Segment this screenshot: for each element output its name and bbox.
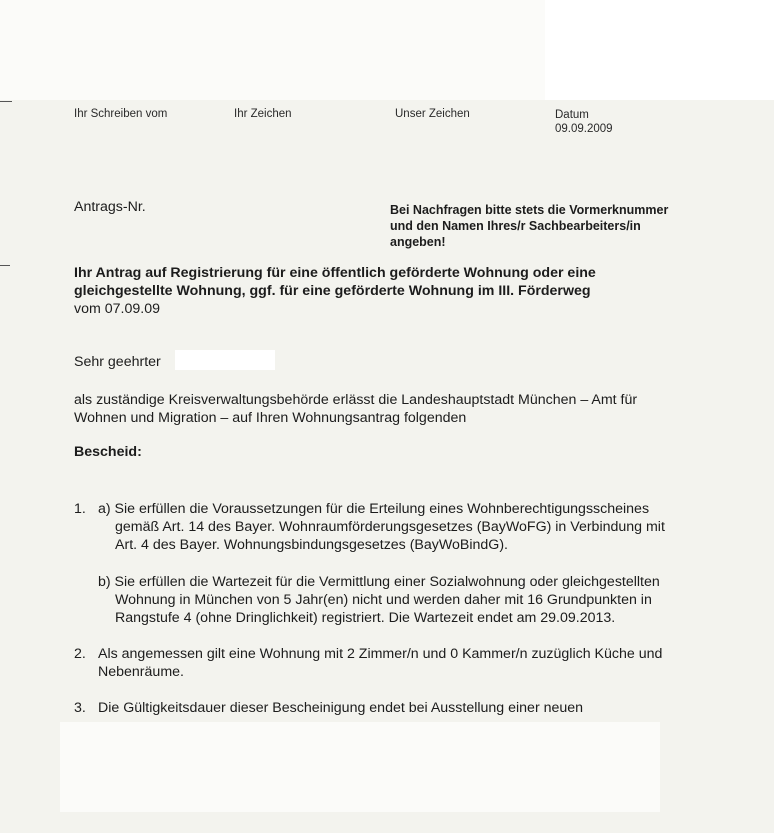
betreff-line-3: vom 07.09.09 — [74, 301, 160, 317]
hinweis-line-3: angeben! — [390, 235, 446, 249]
betreff — [74, 264, 596, 318]
item-1a-line-1: a) Sie erfüllen die Voraussetzungen für die Erteilung eines Wohnberechtigungsscheines — [98, 501, 650, 517]
fold-mark-mid — [0, 265, 10, 266]
unser-zeichen-label: Unser Zeichen — [395, 108, 470, 120]
ihr-zeichen-label: Ihr Zeichen — [234, 108, 292, 120]
redaction-top-left — [0, 0, 560, 100]
bescheid-heading: Bescheid: — [74, 444, 142, 460]
datum-label: Datum — [555, 109, 589, 121]
hinweis-line-1: Bei Nachfragen bitte stets die Vormerknummer — [390, 203, 669, 217]
fold-mark-top — [0, 101, 12, 102]
antrags-nr-label: Antrags-Nr. — [74, 199, 146, 215]
item-1a-line-2: gemäß Art. 14 des Bayer. Wohnraumförderungsgesetzes (BayWoFG) in Verbindung mit — [115, 519, 665, 535]
item-2-number: 2. — [74, 646, 86, 662]
item-3-number: 3. — [74, 700, 86, 716]
item-2-line-2: Nebenräume. — [98, 664, 184, 680]
hinweis-line-2: und den Namen Ihres/r Sachbearbeiters/in — [390, 219, 641, 233]
item-1b-line-3: Rangstufe 4 (ohne Dringlichkeit) registriert. Die Wartezeit endet am 29.09.2013. — [115, 610, 616, 626]
redaction-top-right — [545, 0, 774, 100]
salutation: Sehr geehrter — [74, 354, 161, 370]
intro-line-1: als zuständige Kreisverwaltungsbehörde erlässt die Landeshauptstadt München – Amt für — [74, 392, 638, 408]
hinweis-text — [390, 202, 668, 250]
item-2-line-1: Als angemessen gilt eine Wohnung mit 2 Zimmer/n und 0 Kammer/n zuzüglich Küche und — [98, 646, 663, 662]
intro-text — [74, 391, 637, 427]
item-1a-text — [98, 500, 665, 554]
item-1b-line-2: Wohnung in München von 5 Jahr(en) nicht und werden daher mit 16 Grundpunkten in — [115, 592, 652, 608]
datum-value: 09.09.2009 — [555, 123, 613, 135]
item-2-text — [98, 645, 662, 681]
redaction-name — [175, 350, 275, 370]
item-1b-line-1: b) Sie erfüllen die Wartezeit für die Vermittlung einer Sozialwohnung oder gleichgestellten — [98, 574, 660, 590]
betreff-line-1: Ihr Antrag auf Registrierung für eine öffentlich geförderte Wohnung oder eine — [74, 265, 596, 281]
item-1b-text — [98, 573, 660, 627]
ihr-schreiben-label: Ihr Schreiben vom — [74, 108, 168, 120]
item-3-text: Die Gültigkeitsdauer dieser Bescheinigung endet bei Ausstellung einer neuen — [98, 700, 584, 716]
betreff-line-2: gleichgestellte Wohnung, ggf. für eine geförderte Wohnung im III. Förderweg — [74, 283, 591, 299]
item-1-number: 1. — [74, 501, 86, 517]
item-1a-line-3: Art. 4 des Bayer. Wohnungsbindungsgesetzes (BayWoBindG). — [115, 537, 509, 553]
redaction-bottom — [60, 722, 660, 812]
intro-line-2: Wohnen und Migration – auf Ihren Wohnungsantrag folgenden — [74, 410, 467, 426]
